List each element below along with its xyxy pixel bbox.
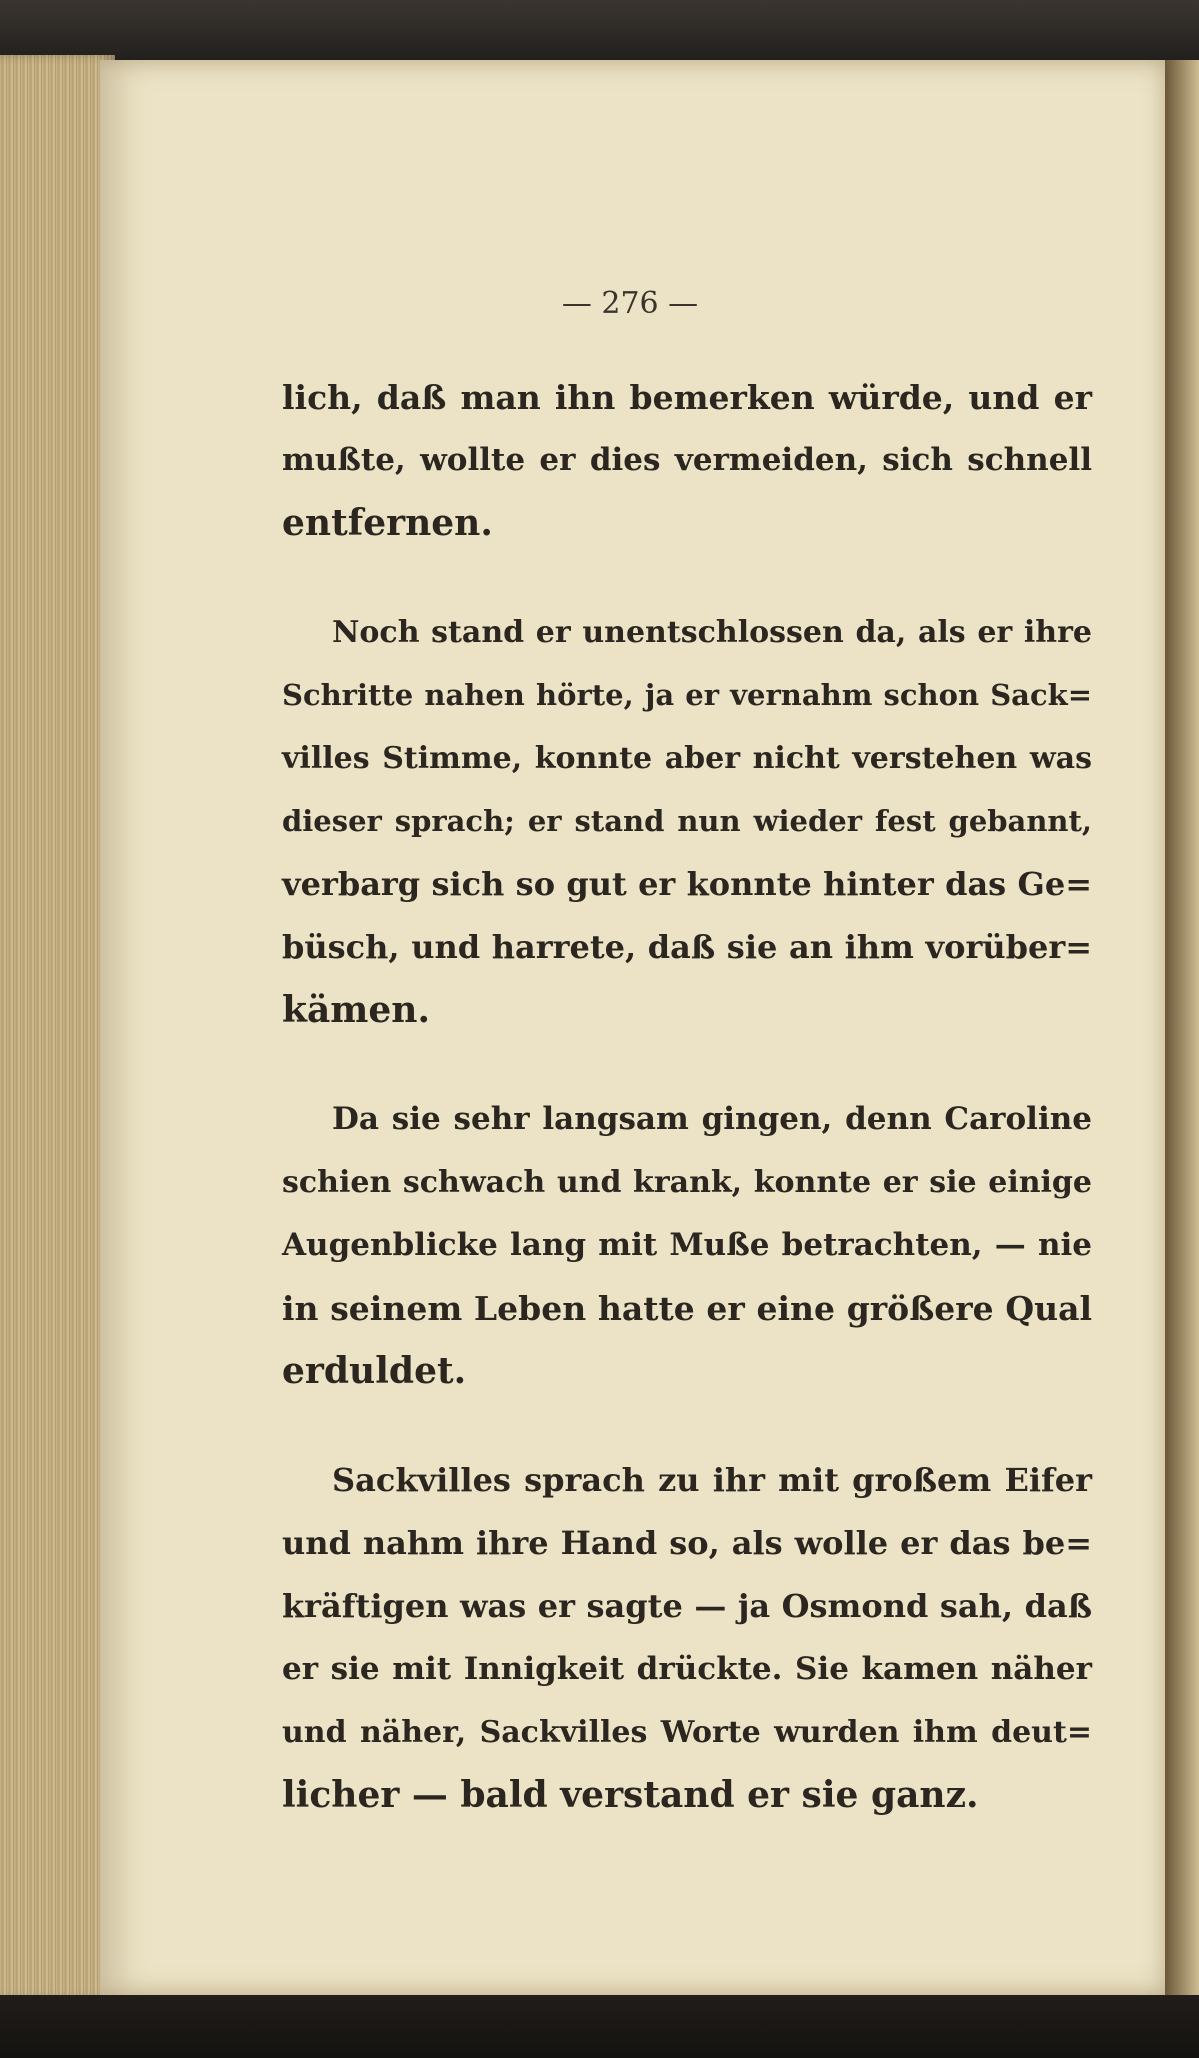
paragraph <box>282 601 1092 1042</box>
text-line: Noch stand er unentschlossen da, als er ihre <box>332 615 1092 650</box>
text-line: mußte, wollte er dies vermeiden, sich schnell <box>282 442 1092 478</box>
text-line: Schritte nahen hörte, ja er vernahm schon Sack= <box>282 678 1092 712</box>
paragraph <box>282 1088 1092 1403</box>
text-line: kämen. <box>282 989 430 1031</box>
text-line: Augenblicke lang mit Muße betrachten, — nie <box>282 1227 1092 1263</box>
text-line: schien schwach und krank, konnte er sie einige <box>282 1165 1092 1200</box>
book-bottom-edge <box>0 1995 1199 2058</box>
page-stack-edge <box>0 55 115 2000</box>
text-line: Sackvilles sprach zu ihr mit großem Eifer <box>332 1461 1092 1499</box>
text-line: verbarg sich so gut er konnte hinter das Ge= <box>282 865 1092 903</box>
paragraph <box>282 1449 1092 1827</box>
text-line: kräftigen was er sagte — ja Osmond sah, daß <box>282 1587 1092 1625</box>
text-line: villes Stimme, konnte aber nicht verstehen was <box>282 741 1092 776</box>
text-line: büsch, und harrete, daß sie an ihm vorüber= <box>282 928 1092 966</box>
text-line: erduldet. <box>282 1350 467 1392</box>
text-line: in seinem Leben hatte er eine größere Qual <box>282 1289 1092 1328</box>
text-line: und näher, Sackvilles Worte wurden ihm deut= <box>282 1715 1092 1750</box>
book-right-edge <box>1165 60 1199 1995</box>
body-text <box>282 366 1092 1827</box>
text-line: er sie mit Innigkeit drückte. Sie kamen näher <box>282 1651 1092 1687</box>
text-line: entfernen. <box>282 502 493 544</box>
book-top-edge <box>0 0 1199 60</box>
text-line: licher — bald verstand er sie ganz. <box>282 1774 979 1816</box>
text-line: lich, daß man ihn bemerken würde, und er <box>282 378 1092 417</box>
text-line: dieser sprach; er stand nun wieder fest gebannt, <box>282 804 1092 838</box>
text-line: Da sie sehr langsam gingen, denn Caroline <box>332 1101 1092 1137</box>
text-line: und nahm ihre Hand so, als wolle er das be= <box>282 1524 1092 1562</box>
page-number: — 276 — <box>561 286 699 321</box>
paragraph <box>282 366 1092 555</box>
